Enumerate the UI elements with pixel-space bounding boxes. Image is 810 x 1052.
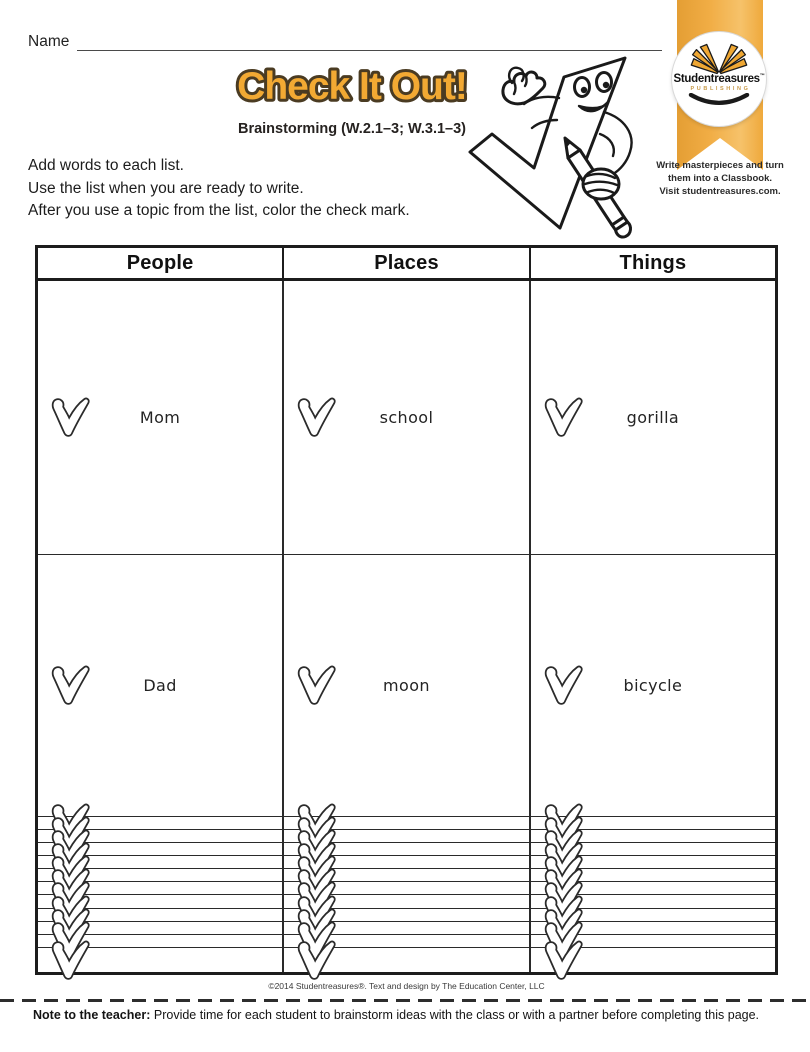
table-row xyxy=(37,280,777,555)
teacher-note xyxy=(33,1008,797,1022)
thumbs-up-fist xyxy=(503,72,545,104)
instructions xyxy=(28,155,410,223)
table-row xyxy=(37,947,777,973)
table-cell-things xyxy=(530,554,777,816)
page-title: Check It Out! xyxy=(237,65,467,108)
column-header-things: Things xyxy=(530,247,777,280)
name-blank-line[interactable] xyxy=(77,33,662,51)
cell-word: moon xyxy=(383,675,430,695)
column-header-people: People xyxy=(37,247,284,280)
character-face xyxy=(575,73,612,112)
name-label: Name xyxy=(28,33,70,50)
logo-wordmark: Studentreasures™ xyxy=(673,73,765,85)
table-row xyxy=(37,882,777,895)
pencil-eraser xyxy=(616,222,631,237)
table-cell-people xyxy=(37,947,284,973)
instruction-line: Use the list when you are ready to write. xyxy=(28,179,304,197)
table-cell-places xyxy=(283,280,530,555)
table-cell-things xyxy=(530,947,777,973)
table-row xyxy=(37,554,777,816)
table-row xyxy=(37,921,777,934)
tagline-line: Write masterpieces and turn xyxy=(656,160,784,171)
checkmark-icon xyxy=(291,395,339,439)
name-row xyxy=(28,33,662,51)
table-cell-places xyxy=(283,554,530,816)
page-title-graphic xyxy=(218,54,486,116)
right-eye xyxy=(597,73,612,92)
table-row xyxy=(37,843,777,856)
teacher-note-label: Note to the teacher: xyxy=(33,1008,151,1022)
left-eye xyxy=(575,78,590,97)
cell-word: bicycle xyxy=(623,675,683,695)
table-row xyxy=(37,856,777,869)
pencil-hand xyxy=(583,169,619,199)
open-book-icon xyxy=(690,41,748,75)
checkmark-icon xyxy=(538,938,586,982)
logo-publishing-label: PUBLISHING xyxy=(690,86,751,92)
table-row xyxy=(37,816,777,829)
table-row xyxy=(37,829,777,842)
checkmark-icon xyxy=(291,663,339,707)
teacher-note-text: Provide time for each student to brainstorm ideas with the class or with a partner before completing this page. xyxy=(150,1008,760,1022)
brand-tagline xyxy=(640,159,800,198)
cell-word: Mom xyxy=(139,407,181,427)
brainstorm-table xyxy=(35,245,778,975)
pencil xyxy=(565,138,630,237)
check-body xyxy=(470,58,625,228)
checkmark-icon xyxy=(291,938,339,982)
cell-word: school xyxy=(379,407,434,427)
table-body xyxy=(37,280,777,974)
tagline-line: them into a Classbook. xyxy=(668,173,772,184)
table-cell-places xyxy=(283,947,530,973)
copyright-line: ©2014 Studentreasures®. Text and design by The Education Center, LLC xyxy=(268,981,545,991)
cell-word: gorilla xyxy=(626,407,680,427)
dashed-cut-line xyxy=(0,999,810,1002)
smile-mouth xyxy=(579,102,608,111)
checkmark-icon xyxy=(538,663,586,707)
column-header-places: Places xyxy=(283,247,530,280)
checkmark-icon xyxy=(45,938,93,982)
instruction-line: Add words to each list. xyxy=(28,157,184,174)
table-row xyxy=(37,895,777,908)
instruction-line: After you use a topic from the list, color the check mark. xyxy=(28,202,410,219)
smile-arc xyxy=(686,93,752,108)
checkmark-icon xyxy=(45,663,93,707)
checkmark-icon xyxy=(45,395,93,439)
cell-word: Dad xyxy=(143,675,177,695)
table-row xyxy=(37,934,777,947)
table-cell-people xyxy=(37,280,284,555)
tagline-line: Visit studentreasures.com. xyxy=(659,186,781,197)
page-subtitle: Brainstorming (W.2.1–3; W.3.1–3) xyxy=(237,121,467,137)
table-row xyxy=(37,869,777,882)
studentreasures-badge xyxy=(672,32,766,126)
checkmark-icon xyxy=(538,395,586,439)
table-row xyxy=(37,908,777,921)
table-cell-people xyxy=(37,554,284,816)
table-cell-things xyxy=(530,280,777,555)
table-header xyxy=(37,247,777,280)
